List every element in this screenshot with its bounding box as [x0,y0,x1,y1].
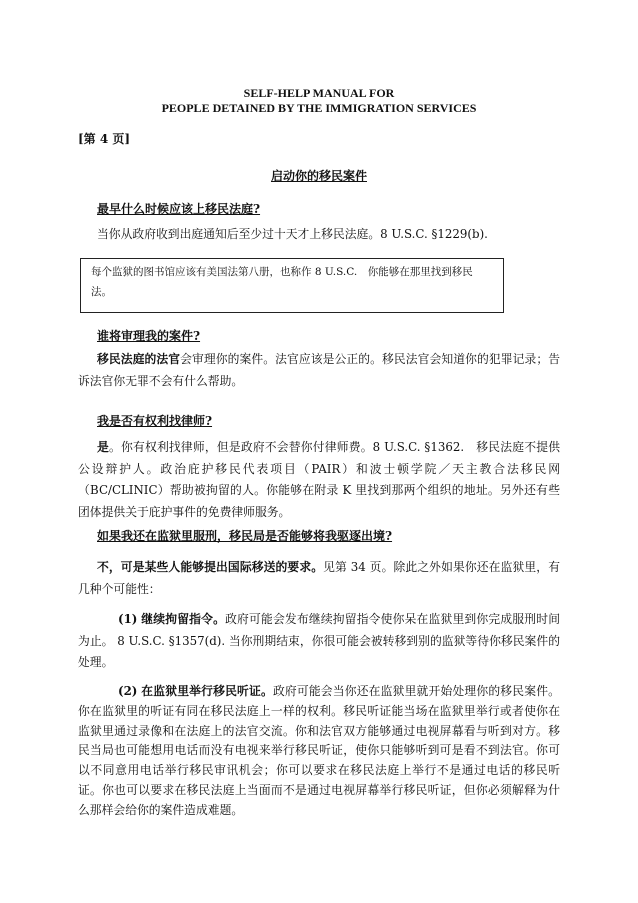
section-title: 启动你的移民案件 [270,169,367,183]
option-number: (2) [118,684,138,698]
option-hearing-in-prison [78,682,560,821]
option-title: 继续拘留指令。 [141,612,226,626]
answer-bold-lead: 不，可是某些人能够提出国际移送的要求。 [97,560,324,574]
question-who-hears-case: 谁将审理我的案件? [97,329,201,343]
answer-earliest-court: 当你从政府收到出庭通知后至少过十天才上移民法庭。8 U.S.C. §1229(b). [97,227,488,241]
answer-who-hears-case [78,349,560,392]
page-number: [第 4 页] [78,132,131,146]
question-deportation-in-prison: 如果我还在监狱里服刑，移民局是否能够将我驱逐出境? [97,529,393,543]
answer-bold-lead: 移民法庭的法官 [97,352,181,366]
option-text: 政府可能会当你还在监狱里就开始处理你的移民案件。你在监狱里的听证有同在移民法庭上一样的权利。移民听证能当场在监狱里举行或者使你在监狱里通过录像和在法庭上的法官交流。你和法官双方能够通过电视屏幕看与听到对方。移民当局也可能想用电话而没有电视来举行移民听证，使你只能够听到可是看不到法官。你可以不同意用电话举行移民审讯机会；你可以要求在移民法庭上举行不是通过电话的移民听证。你也可以要求在移民法庭上当面而不是通过电视屏幕举行移民听证，但你必须解释为什么那样会给你的案件造成难题。 [78,684,560,817]
law-library-note-box [80,258,504,313]
law-library-note: 每个监狱的图书馆应该有美国法第八册，也称作 8 U.S.C. 你能够在那里找到移民法。 [91,266,473,298]
option-title: 在监狱里举行移民听证。 [141,684,273,698]
question-right-to-lawyer: 我是否有权利找律师? [97,414,213,428]
option-number: (1) [118,612,138,626]
header-line-1: SELF-HELP MANUAL FOR [243,86,395,100]
question-earliest-court: 最早什么时候应该上移民法庭? [97,202,261,216]
answer-bold-lead: 是 [97,440,109,454]
answer-text: 会审理你的案件。法官应该是公正的。移民法官会知道你的犯罪记录；告诉法官你无罪不会有什么帮助。 [78,352,560,388]
option-text: 政府可能会发布继续拘留指令使你呆在监狱里到你完成服刑时间为止。 8 U.S.C. §1357(d). 当你刑期结束，你很可能会被转移到别的监狱等待你移民案件的处理。 [78,612,560,669]
answer-deportation-in-prison [78,557,560,600]
answer-text: 见第 34 页。除此之外如果你还在监狱里，有几种个可能性： [78,560,560,596]
option-detainer [78,609,560,674]
answer-text: 。你有权利找律师，但是政府不会替你付律师费。8 U.S.C. §1362. 移民法庭不提供公设辩护人。政治庇护移民代表项目（PAIR）和波士顿学院／天主教合法移民网（BC/CLINIC）帮助被拘留的人。你能够在附录 K 里找到那两个组织的地址。另外还有些团体提供关于庇护事件的免费律师服务。 [78,440,560,519]
answer-right-to-lawyer [78,437,560,523]
header-line-2: PEOPLE DETAINED BY THE IMMIGRATION SERVICES [161,101,477,115]
